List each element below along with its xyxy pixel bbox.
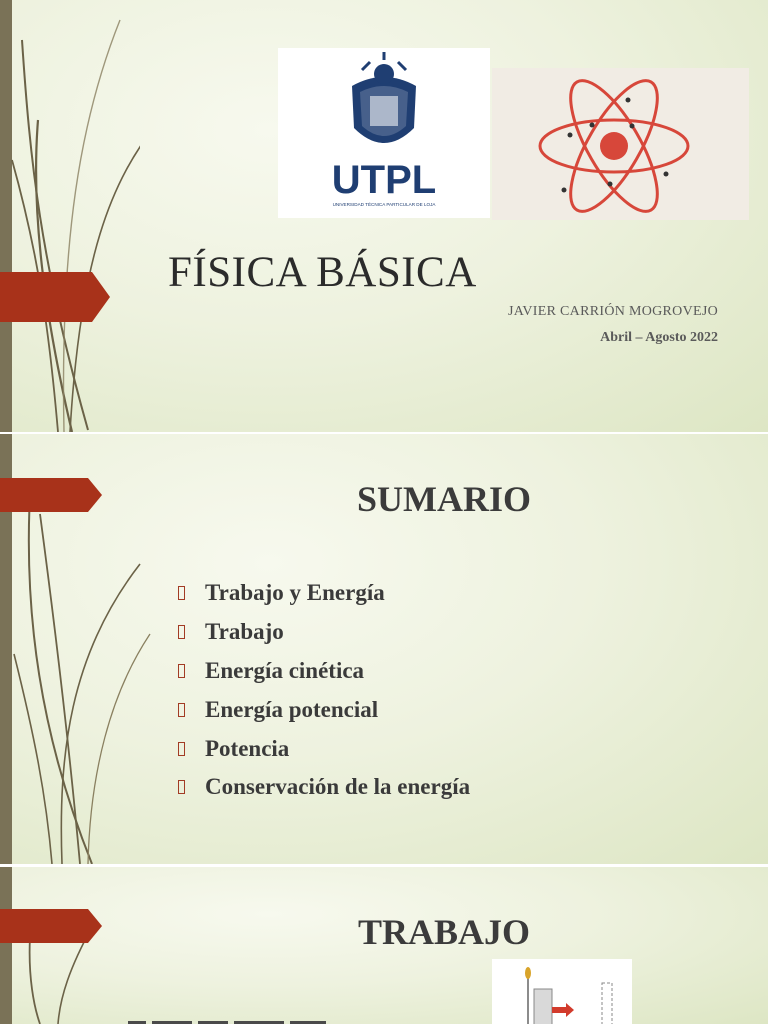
bullet-icon [178, 664, 185, 678]
list-item [176, 768, 470, 807]
list-item [176, 613, 470, 652]
slide-heading: TRABAJO [357, 912, 531, 952]
summary-list [176, 574, 470, 807]
slide-work [0, 867, 768, 1024]
list-item [176, 574, 470, 613]
presentation-title: FÍSICA BÁSICA [168, 249, 477, 296]
list-item-label: Conservación de la energía [205, 774, 471, 800]
bullet-icon [178, 625, 185, 639]
utpl-logo [278, 48, 490, 218]
author-name: JAVIER CARRIÓN MOGROVEJO [508, 304, 718, 319]
list-item-label: Trabajo [205, 619, 284, 645]
slide-summary [0, 434, 768, 864]
slide-title [0, 0, 768, 432]
utpl-tagline: UNIVERSIDAD TÉCNICA PARTICULAR DE LOJA [332, 202, 436, 207]
course-dates: Abril – Agosto 2022 [600, 330, 718, 345]
arrow-banner [0, 272, 112, 322]
bullet-icon [178, 742, 185, 756]
cutoff-text-fragment [128, 1017, 358, 1024]
list-item-label: Potencia [205, 735, 290, 761]
university-shield-icon [278, 48, 490, 218]
list-item-label: Energía cinética [205, 657, 365, 683]
experiment-image [492, 959, 632, 1024]
list-item-label: Trabajo y Energía [205, 580, 385, 606]
list-item [176, 690, 470, 729]
atom-image [492, 68, 749, 220]
bullet-icon [178, 586, 185, 600]
utpl-wordmark: UTPL [331, 158, 437, 202]
list-item [176, 652, 470, 691]
apparatus-illustration [492, 959, 632, 1024]
atom-icon [492, 68, 749, 220]
list-item [176, 729, 470, 768]
bullet-icon [178, 780, 185, 794]
slide-heading: SUMARIO [356, 479, 531, 519]
grass-decoration [0, 0, 140, 432]
list-item-label: Energía potencial [205, 696, 379, 722]
bullet-icon [178, 703, 185, 717]
